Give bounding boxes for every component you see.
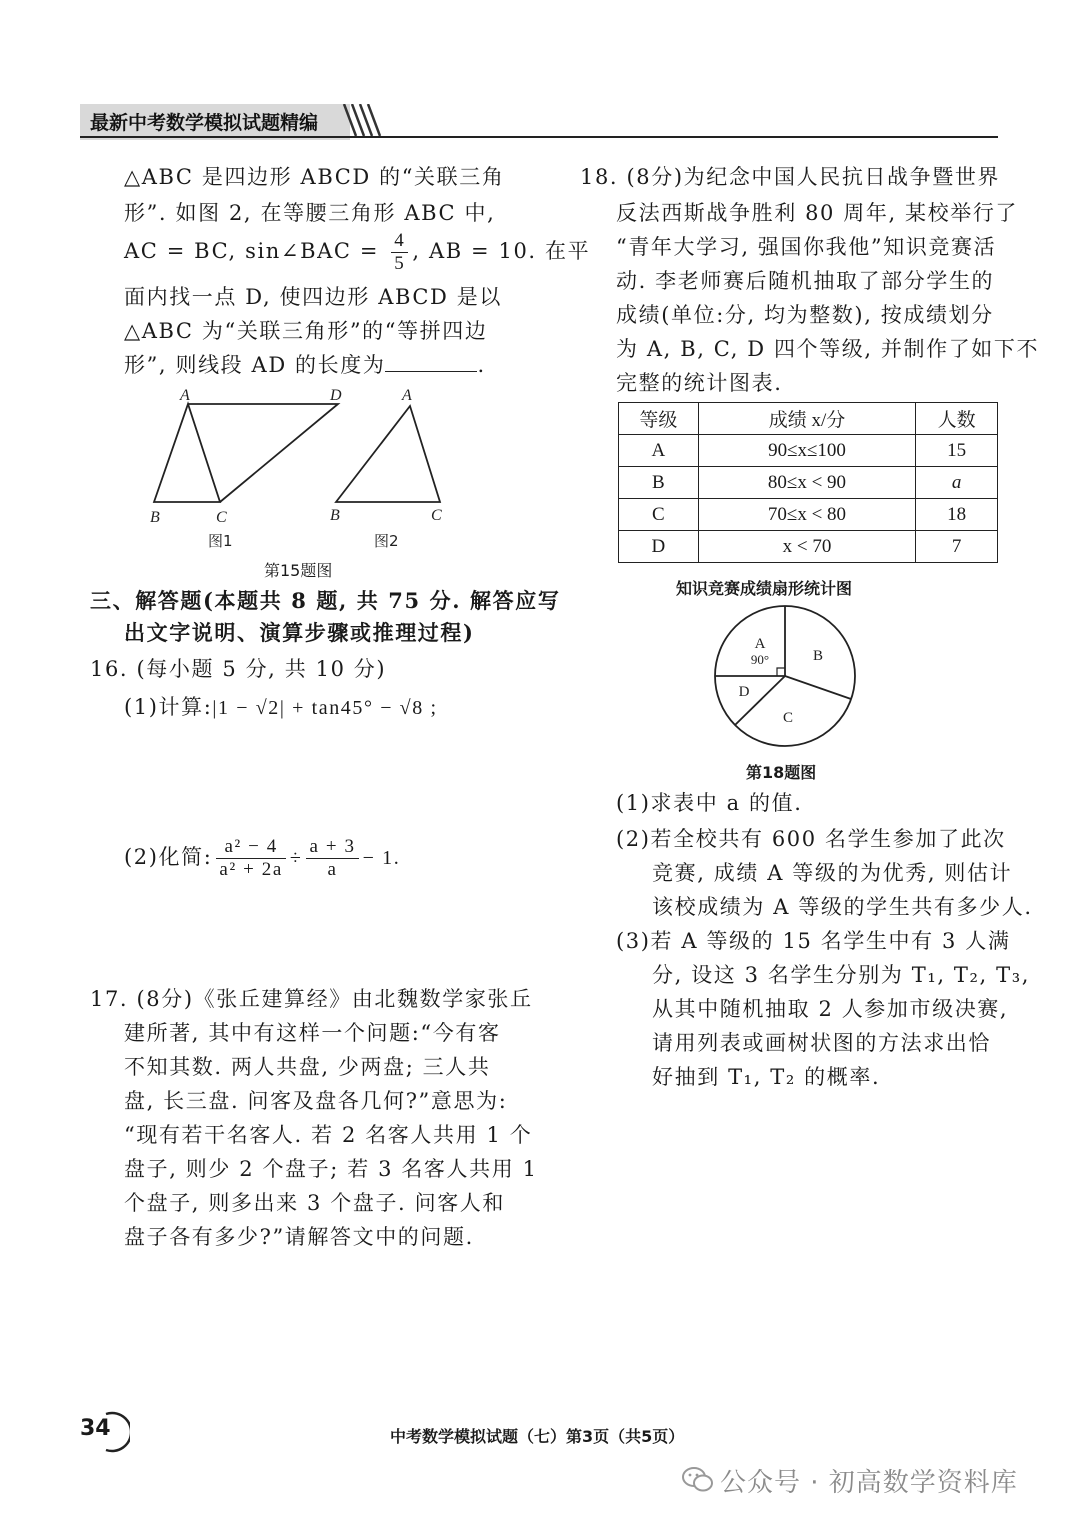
q18-part-line: (2)若全校共有 600 名学生参加了此次 — [616, 827, 1006, 851]
q15-line-3-pre: AC = BC, sin∠BAC = — [124, 239, 388, 263]
wechat-icon — [682, 1466, 714, 1494]
q18-line: 完整的统计图表. — [616, 371, 783, 395]
q18-part-line: 该校成绩为 A 等级的学生共有多少人. — [652, 895, 1033, 919]
q18-part-line: 竞赛, 成绩 A 等级的为优秀, 则估计 — [652, 861, 1013, 885]
q18-line: 动. 李老师赛后随机抽取了部分学生的 — [616, 269, 995, 293]
q17-line: 个盘子, 则多出来 3 个盘子. 问客人和 — [124, 1191, 506, 1215]
q16-part2-label: (2)化简: — [124, 845, 213, 869]
q16-frac-1 — [216, 836, 285, 881]
table-cell: 90≤x≤100 — [698, 435, 915, 467]
page-number: 34 — [80, 1416, 111, 1441]
q18-line: 为 A, B, C, D 四个等级, 并制作了如下不 — [616, 337, 1040, 361]
answer-blank — [385, 349, 477, 372]
q17-line: “现有若干名客人. 若 2 名客人共用 1 个 — [124, 1123, 533, 1147]
table-cell: x < 70 — [698, 531, 915, 563]
q16-part1-label: (1)计算: — [124, 695, 213, 719]
fig1-triangle-abc — [154, 404, 220, 502]
table-row — [619, 435, 998, 467]
q16-frac-1-num: a² − 4 — [216, 836, 285, 859]
q18-part-line: 从其中随机抽取 2 人参加市级决赛, — [652, 997, 1009, 1021]
section3-heading-1: 三、解答题(本题共 8 题, 共 75 分. 解答应写 — [90, 588, 561, 613]
pie-label-c: C — [782, 710, 794, 726]
table-row — [619, 499, 998, 531]
fig2-label-c: C — [431, 507, 442, 524]
section3-heading-2: 出文字说明、演算步骤或推理过程) — [124, 620, 475, 645]
q15-figure-caption: 第15题图 — [264, 561, 333, 580]
table-cell: B — [619, 467, 699, 499]
table-header-cell: 成绩 x/分 — [698, 403, 915, 435]
q15-fraction — [391, 230, 408, 275]
pie-chart — [710, 602, 866, 752]
fig1-label-b: B — [150, 509, 160, 526]
q18-part-line: 请用列表或画树状图的方法求出恰 — [652, 1031, 991, 1055]
table-cell: A — [619, 435, 699, 467]
fig2-label-b: B — [330, 507, 340, 524]
table-cell: 7 — [916, 531, 998, 563]
table-cell: C — [619, 499, 699, 531]
table-cell: a — [916, 467, 998, 499]
table-header-row — [619, 403, 998, 435]
grade-table — [618, 402, 998, 563]
fig1-caption: 图1 — [208, 532, 233, 550]
right-angle-mark — [777, 668, 785, 676]
q16-title: 16. (每小题 5 分, 共 10 分) — [90, 657, 387, 681]
table-row — [619, 467, 998, 499]
q18-line: “青年大学习, 强国你我他”知识竞赛活 — [616, 235, 997, 259]
q18-line: 成绩(单位:分, 均为整数), 按成绩划分 — [616, 303, 994, 327]
q16-part2 — [124, 836, 400, 881]
pie-label-b: B — [812, 648, 824, 664]
header-rule — [80, 136, 998, 138]
pie-divider-b-c — [785, 676, 851, 699]
q17-line: 盘, 长三盘. 问客及盘各几何?”意思为: — [124, 1089, 508, 1113]
q15-frac-den: 5 — [394, 253, 406, 274]
q15-line-5: △ABC 为“关联三角形”的“等拼四边 — [124, 319, 488, 343]
q16-frac-2-den: a — [327, 859, 338, 880]
fig1-label-d: D — [330, 387, 342, 404]
q15-line-4: 面内找一点 D, 使四边形 ABCD 是以 — [124, 285, 502, 309]
table-cell: 80≤x < 90 — [698, 467, 915, 499]
fig2-caption: 图2 — [374, 532, 399, 550]
fig1-label-c: C — [216, 509, 227, 526]
fig1-segments-adc — [188, 404, 338, 502]
fig2-triangle — [336, 406, 440, 502]
q16-part1-expression: |1 − √2| + tan45° − √8 ; — [212, 697, 438, 719]
q17-line: 不知其数. 两人共盘, 少两盘; 三人共 — [124, 1055, 491, 1079]
pie-label-a: A — [754, 636, 766, 652]
pie-label-a-angle: 90° — [750, 652, 770, 667]
q17-line: 盘子各有多少?”请解答文中的问题. — [124, 1225, 474, 1249]
q15-line-6-post: . — [477, 353, 486, 377]
q15-line-3-post: , AB = 10. 在平 — [412, 239, 591, 263]
q18-line: 反法西斯战争胜利 80 周年, 某校举行了 — [616, 201, 1019, 225]
q16-part2-tail: − 1. — [362, 847, 401, 869]
table-cell: 15 — [916, 435, 998, 467]
q15-line-6 — [124, 348, 486, 382]
watermark: 公众号 · 初高数学资料库 — [720, 1468, 1018, 1498]
fig2-label-a: A — [402, 387, 412, 404]
q15-figures — [140, 386, 480, 556]
q17-line: 17. (8分)《张丘建算经》由北魏数学家张丘 — [90, 987, 533, 1011]
header-title: 最新中考数学模拟试题精编 — [90, 112, 319, 134]
pie-chart-title: 知识竞赛成绩扇形统计图 — [676, 579, 853, 598]
q18-part-line: 好抽到 T₁, T₂ 的概率. — [652, 1065, 881, 1089]
q18-line: 18. (8分)为纪念中国人民抗日战争暨世界 — [580, 165, 1001, 189]
table-header-cell: 等级 — [619, 403, 699, 435]
q18-figure-caption: 第18题图 — [746, 763, 817, 782]
q15-line-1: △ABC 是四边形 ABCD 的“关联三角 — [124, 165, 505, 189]
table-cell: 70≤x < 80 — [698, 499, 915, 531]
q16-frac-2-num: a + 3 — [306, 836, 358, 859]
table-row — [619, 531, 998, 563]
q18-part-line: (1)求表中 a 的值. — [616, 791, 803, 815]
page-footer: 中考数学模拟试题（七）第3页（共5页） — [390, 1427, 685, 1446]
q18-part-line: 分, 设这 3 名学生分别为 T₁, T₂, T₃, — [652, 963, 1030, 987]
header-stripes-decoration — [338, 104, 388, 138]
table-header-cell: 人数 — [916, 403, 998, 435]
q16-frac-1-den: a² + 2a — [219, 859, 283, 880]
q15-frac-num: 4 — [391, 230, 408, 253]
q17-line: 盘子, 则少 2 个盘子; 若 3 名客人共用 1 — [124, 1157, 538, 1181]
table-cell: D — [619, 531, 699, 563]
fig1-label-a: A — [180, 387, 190, 404]
q16-part1 — [124, 690, 438, 725]
q16-divide-sign: ÷ — [289, 847, 303, 869]
table-cell: 18 — [916, 499, 998, 531]
q15-line-3 — [124, 230, 590, 275]
q15-line-6-pre: 形”, 则线段 AD 的长度为 — [124, 353, 386, 377]
q18-part-line: (3)若 A 等级的 15 名学生中有 3 人满 — [616, 929, 1011, 953]
pie-label-d: D — [738, 684, 750, 700]
q15-line-2: 形”. 如图 2, 在等腰三角形 ABC 中, — [124, 201, 496, 225]
q16-frac-2 — [306, 836, 358, 881]
q17-line: 建所著, 其中有这样一个问题:“今有客 — [124, 1021, 501, 1045]
